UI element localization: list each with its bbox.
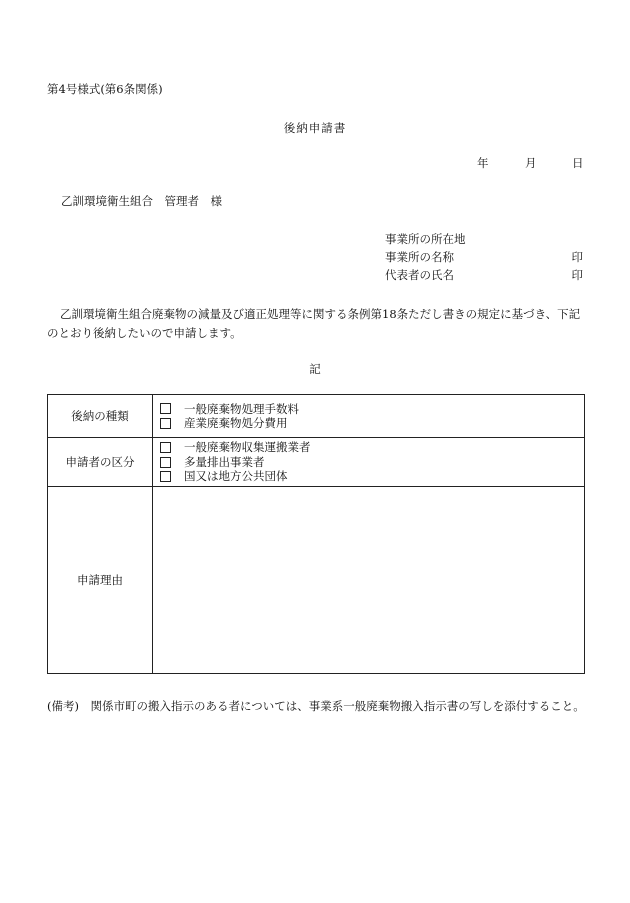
body-text: 乙訓環境衛生組合廃棄物の減量及び適正処理等に関する条例第18条ただし書きの規定に基づき、下記のとおり後納したいので申請します。 bbox=[47, 307, 581, 340]
type-option[interactable] bbox=[160, 402, 584, 417]
document-title: 後納申請書 bbox=[283, 121, 347, 135]
option-label: 産業廃棄物処分費用 bbox=[184, 416, 288, 430]
date-year: 年 bbox=[477, 156, 489, 170]
checkbox[interactable] bbox=[160, 457, 171, 468]
category-options bbox=[153, 438, 585, 487]
applicant-address-label: 事業所の所在地 bbox=[385, 232, 466, 246]
rep-seal-mark: 印 bbox=[571, 268, 583, 282]
application-table bbox=[47, 394, 585, 674]
category-label: 申請者の区分 bbox=[48, 438, 153, 487]
name-seal-mark: 印 bbox=[571, 250, 583, 264]
option-label: 多量排出事業者 bbox=[184, 454, 265, 469]
type-label: 後納の種類 bbox=[48, 395, 153, 438]
ki-heading: 記 bbox=[309, 362, 321, 376]
type-option[interactable] bbox=[160, 416, 584, 431]
type-row bbox=[48, 395, 585, 438]
checkbox[interactable] bbox=[160, 471, 171, 482]
checkbox[interactable] bbox=[160, 403, 171, 414]
reason-label: 申請理由 bbox=[48, 487, 153, 674]
form-number: 第4号様式(第6条関係) bbox=[47, 82, 163, 96]
addressee: 乙訓環境衛生組合 管理者 様 bbox=[61, 194, 222, 208]
category-option[interactable] bbox=[160, 440, 584, 455]
option-label: 一般廃棄物処理手数料 bbox=[184, 401, 299, 416]
applicant-rep-label: 代表者の氏名 bbox=[385, 268, 454, 282]
checkbox[interactable] bbox=[160, 418, 171, 429]
checkbox[interactable] bbox=[160, 442, 171, 453]
reason-row bbox=[48, 487, 585, 674]
remarks-note: (備考) 関係市町の搬入指示のある者については、事業系一般廃棄物搬入指示書の写しを添付すること。 bbox=[47, 699, 585, 713]
category-row bbox=[48, 438, 585, 487]
option-label: 一般廃棄物収集運搬業者 bbox=[184, 440, 311, 455]
category-option[interactable] bbox=[160, 469, 584, 484]
option-label: 国又は地方公共団体 bbox=[184, 469, 288, 484]
reason-field[interactable] bbox=[153, 487, 585, 674]
type-options bbox=[153, 395, 585, 438]
date-month: 月 bbox=[525, 156, 537, 170]
applicant-name-label: 事業所の名称 bbox=[385, 250, 454, 264]
date-day: 日 bbox=[572, 156, 584, 170]
category-option[interactable] bbox=[160, 455, 584, 470]
